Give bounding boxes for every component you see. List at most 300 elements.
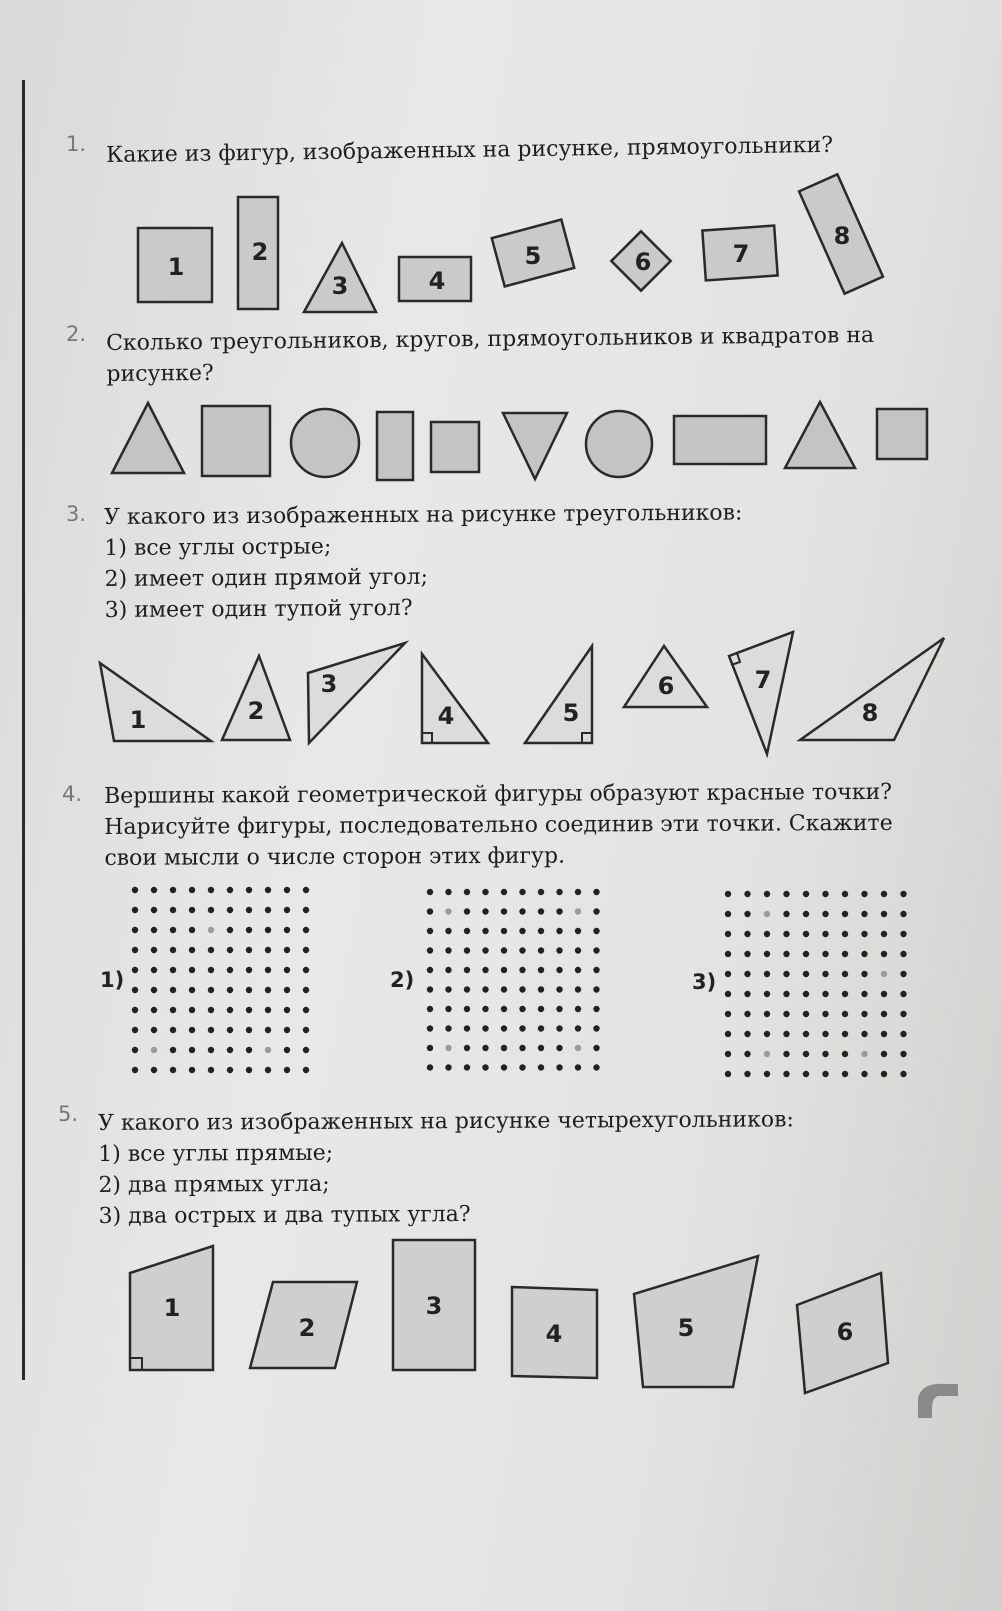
grid-dot xyxy=(900,911,906,917)
grid-dot xyxy=(842,891,848,897)
grid-dot xyxy=(303,1047,309,1053)
grid-dot xyxy=(803,971,809,977)
grid-dot xyxy=(725,891,731,897)
grid-dot xyxy=(881,991,887,997)
q3-label: 5 xyxy=(562,699,580,727)
grid-dot xyxy=(556,928,562,934)
grid-dot xyxy=(482,947,488,953)
grid-dot xyxy=(501,928,507,934)
grid-dot xyxy=(519,947,525,953)
grid-dot xyxy=(464,1064,470,1070)
grid-dot xyxy=(575,1006,581,1012)
grid-dot xyxy=(303,887,309,893)
grid-dot xyxy=(189,887,195,893)
grid-dot xyxy=(803,931,809,937)
grid-dot xyxy=(822,891,828,897)
grid-dot xyxy=(151,1067,157,1073)
grid-dot xyxy=(265,1007,271,1013)
grid-dot xyxy=(900,1071,906,1077)
q3-triangle-5 xyxy=(525,646,592,743)
grid-dot xyxy=(132,1067,138,1073)
grid-dot-marked xyxy=(575,908,581,914)
grid-dot xyxy=(900,1051,906,1057)
grid-dot xyxy=(744,931,750,937)
grid-dot xyxy=(842,991,848,997)
grid-dot xyxy=(744,1031,750,1037)
grid-dot xyxy=(132,887,138,893)
grid-dot xyxy=(482,1064,488,1070)
grid-dot xyxy=(464,947,470,953)
grid-dot xyxy=(227,927,233,933)
grid-dot xyxy=(575,947,581,953)
grid-dot xyxy=(464,889,470,895)
q2-triangle xyxy=(112,403,184,473)
grid-dot xyxy=(822,911,828,917)
grid-dot-marked xyxy=(881,971,887,977)
grid-dot xyxy=(265,987,271,993)
grid-dot xyxy=(246,1007,252,1013)
grid-dot xyxy=(482,967,488,973)
grid-dot xyxy=(265,947,271,953)
grid-dot xyxy=(464,928,470,934)
grid-dot xyxy=(303,927,309,933)
grid-dot xyxy=(764,991,770,997)
dot-grid-3 xyxy=(725,891,907,1077)
grid-dot xyxy=(427,1006,433,1012)
grid-dot xyxy=(170,887,176,893)
q3-number: 3. xyxy=(66,502,87,526)
grid-dot xyxy=(764,971,770,977)
grid-dot xyxy=(284,947,290,953)
grid-dot xyxy=(265,907,271,913)
grid-dot xyxy=(246,947,252,953)
grid-dot xyxy=(151,967,157,973)
q3-triangle-1 xyxy=(100,663,211,741)
grid-dot xyxy=(427,967,433,973)
q2-figures xyxy=(112,402,927,480)
grid-dot xyxy=(265,967,271,973)
grid-dot xyxy=(151,927,157,933)
grid-dot xyxy=(284,1067,290,1073)
grid-dot xyxy=(132,1027,138,1033)
grid-dot xyxy=(501,1064,507,1070)
grid-dot xyxy=(445,928,451,934)
grid-dot xyxy=(464,967,470,973)
grid-dot xyxy=(861,1011,867,1017)
grid-dot xyxy=(445,967,451,973)
grid-dot xyxy=(246,927,252,933)
grid-dot xyxy=(881,1071,887,1077)
grid-dot xyxy=(427,928,433,934)
grid-dot xyxy=(842,1051,848,1057)
grid-dot xyxy=(538,889,544,895)
grid-dot xyxy=(744,1011,750,1017)
grid-dot xyxy=(170,947,176,953)
grid-dot xyxy=(803,1031,809,1037)
grid-dot xyxy=(783,1011,789,1017)
q2-square xyxy=(431,422,479,472)
grid-dot xyxy=(881,911,887,917)
q3-label: 8 xyxy=(861,699,879,727)
grid-dot xyxy=(132,1007,138,1013)
grid-dot xyxy=(501,1025,507,1031)
grid-dot xyxy=(556,967,562,973)
grid-dot xyxy=(725,931,731,937)
grid-dot xyxy=(445,947,451,953)
grid-dot xyxy=(593,967,599,973)
grid-dot xyxy=(861,1071,867,1077)
grid-dot xyxy=(227,887,233,893)
grid-dot xyxy=(501,1045,507,1051)
grid-dot xyxy=(900,931,906,937)
grid-dot xyxy=(538,1045,544,1051)
q1-number: 1. xyxy=(66,132,87,156)
grid-dot xyxy=(744,1071,750,1077)
grid-dot xyxy=(151,947,157,953)
grid-dot xyxy=(189,967,195,973)
grid-dot-marked xyxy=(151,1047,157,1053)
q3-triangle-4 xyxy=(422,654,488,743)
q3-line: 3) имеет один тупой угол? xyxy=(104,595,413,623)
grid-dot xyxy=(519,889,525,895)
grid-dot xyxy=(227,1007,233,1013)
grid-dot xyxy=(764,891,770,897)
grid-dot xyxy=(519,1006,525,1012)
q5-line: 3) два острых и два тупых угла? xyxy=(98,1202,471,1229)
grid-dot xyxy=(900,891,906,897)
grid-dot xyxy=(303,967,309,973)
grid-dot xyxy=(208,967,214,973)
grid-dot xyxy=(842,1071,848,1077)
grid-dot xyxy=(284,887,290,893)
grid-dot xyxy=(284,907,290,913)
grid-dot xyxy=(764,1011,770,1017)
grid-dot xyxy=(861,971,867,977)
grid-dot-marked xyxy=(764,1051,770,1057)
grid-dot xyxy=(519,967,525,973)
grid-dot xyxy=(842,951,848,957)
grid-dot xyxy=(593,1025,599,1031)
grid-dot-marked xyxy=(764,911,770,917)
grid-dot xyxy=(803,911,809,917)
grid-dot xyxy=(538,1064,544,1070)
grid-dot xyxy=(803,1071,809,1077)
grid-dot xyxy=(822,991,828,997)
q1-label: 3 xyxy=(331,272,349,300)
grid-dot xyxy=(725,951,731,957)
grid-dot xyxy=(151,1007,157,1013)
grid-dot xyxy=(151,987,157,993)
grid-dot xyxy=(464,1045,470,1051)
grid-dot xyxy=(208,1007,214,1013)
grid-dot xyxy=(519,986,525,992)
grid-dot xyxy=(303,907,309,913)
grid-dot xyxy=(556,889,562,895)
q3-label: 4 xyxy=(437,702,455,730)
grid-dot xyxy=(303,1027,309,1033)
grid-dot xyxy=(881,1051,887,1057)
grid-dot xyxy=(427,947,433,953)
grid-dot xyxy=(783,891,789,897)
grid-dot xyxy=(284,967,290,973)
grid-dot xyxy=(822,1071,828,1077)
grid-dot xyxy=(538,928,544,934)
grid-dot xyxy=(427,1025,433,1031)
grid-dot xyxy=(881,891,887,897)
grid-label-3: 3) xyxy=(692,970,717,994)
q4-number: 4. xyxy=(62,782,83,806)
grid-dot xyxy=(593,928,599,934)
grid-dot xyxy=(822,951,828,957)
q3-label: 3 xyxy=(320,670,338,698)
grid-dot xyxy=(246,987,252,993)
dot-grid-1 xyxy=(132,887,309,1073)
grid-dot xyxy=(227,987,233,993)
q2-square xyxy=(202,406,270,476)
q1-label: 2 xyxy=(251,238,269,266)
grid-dot xyxy=(556,908,562,914)
q1-label: 7 xyxy=(732,240,750,268)
q2-triangle xyxy=(785,402,855,468)
q4-line: свои мысли о числе сторон этих фигур. xyxy=(104,843,566,871)
grid-dot xyxy=(189,947,195,953)
grid-dot xyxy=(482,986,488,992)
grid-dot xyxy=(725,1031,731,1037)
grid-dot xyxy=(842,971,848,977)
grid-dot xyxy=(132,967,138,973)
grid-dot xyxy=(208,1027,214,1033)
grid-dot xyxy=(881,951,887,957)
grid-dot xyxy=(445,1006,451,1012)
grid-dot xyxy=(427,889,433,895)
grid-dot xyxy=(744,1051,750,1057)
grid-dot xyxy=(783,931,789,937)
q2-line: рисунке? xyxy=(106,360,214,387)
grid-dot xyxy=(284,1047,290,1053)
grid-dot xyxy=(575,986,581,992)
grid-dot xyxy=(170,1027,176,1033)
grid-dot xyxy=(464,1025,470,1031)
grid-dot xyxy=(538,1006,544,1012)
grid-dot xyxy=(482,1025,488,1031)
grid-dot xyxy=(132,907,138,913)
grid-dot xyxy=(445,1064,451,1070)
q2-rectangle xyxy=(377,412,413,480)
grid-dot-marked xyxy=(265,1047,271,1053)
q5-line: 2) два прямых угла; xyxy=(98,1171,330,1198)
grid-dot xyxy=(170,987,176,993)
grid-dot xyxy=(482,908,488,914)
grid-dot xyxy=(303,947,309,953)
grid-dot xyxy=(151,907,157,913)
grid-dot xyxy=(227,1047,233,1053)
grid-dot xyxy=(246,887,252,893)
grid-dot xyxy=(464,908,470,914)
q2-rectangle xyxy=(674,416,766,464)
grid-dot xyxy=(189,1067,195,1073)
grid-dot xyxy=(822,971,828,977)
q3-label: 7 xyxy=(754,666,772,694)
grid-dot xyxy=(464,986,470,992)
grid-dot xyxy=(208,907,214,913)
grid-dot xyxy=(170,967,176,973)
q5-quad-5 xyxy=(634,1256,758,1387)
q1-figures xyxy=(138,174,883,312)
q4-line: Нарисуйте фигуры, последовательно соединив эти точки. Скажите xyxy=(104,810,893,840)
q1-label: 4 xyxy=(428,267,446,295)
grid-dot xyxy=(284,1027,290,1033)
grid-dot xyxy=(556,1045,562,1051)
grid-dot xyxy=(519,1025,525,1031)
grid-dot xyxy=(900,1011,906,1017)
grid-dot xyxy=(427,986,433,992)
grid-dot xyxy=(593,1045,599,1051)
grid-dot xyxy=(744,951,750,957)
grid-dot-marked xyxy=(861,1051,867,1057)
grid-dot xyxy=(556,986,562,992)
grid-dot xyxy=(445,986,451,992)
grid-dot xyxy=(482,889,488,895)
grid-dot xyxy=(783,1031,789,1037)
grid-dot-marked xyxy=(445,1045,451,1051)
grid-dot xyxy=(803,991,809,997)
grid-dot xyxy=(189,987,195,993)
grid-label-1: 1) xyxy=(100,968,125,992)
q1-label: 8 xyxy=(833,222,851,250)
q3-line: 1) все углы острые; xyxy=(104,534,332,561)
grid-dot xyxy=(538,947,544,953)
grid-dot xyxy=(575,889,581,895)
q3-line: 2) имеет один прямой угол; xyxy=(104,564,429,592)
q2-square xyxy=(877,409,927,459)
grid-dot xyxy=(575,1064,581,1070)
grid-dot xyxy=(538,986,544,992)
q1-label: 1 xyxy=(167,253,185,281)
grid-dot xyxy=(208,887,214,893)
grid-dot xyxy=(208,1067,214,1073)
q2-triangle xyxy=(503,413,567,479)
grid-dot-marked xyxy=(445,908,451,914)
grid-dot xyxy=(593,1006,599,1012)
grid-dot xyxy=(783,1051,789,1057)
q3-line: У какого из изображенных на рисунке треугольников: xyxy=(104,500,743,530)
grid-dot xyxy=(265,1067,271,1073)
grid-dot xyxy=(189,1047,195,1053)
grid-dot xyxy=(900,1031,906,1037)
grid-dot xyxy=(538,1025,544,1031)
q3-label: 1 xyxy=(129,706,147,734)
grid-dot xyxy=(803,1011,809,1017)
grid-dot xyxy=(575,1025,581,1031)
grid-dot xyxy=(861,991,867,997)
grid-dot xyxy=(861,891,867,897)
grid-dot xyxy=(803,951,809,957)
grid-dot xyxy=(593,889,599,895)
grid-dot xyxy=(783,971,789,977)
grid-dot xyxy=(246,1027,252,1033)
grid-dot xyxy=(861,911,867,917)
grid-dot xyxy=(822,931,828,937)
grid-dot xyxy=(501,1006,507,1012)
grid-dot xyxy=(725,1071,731,1077)
grid-dot xyxy=(593,908,599,914)
grid-dot xyxy=(265,887,271,893)
grid-dot xyxy=(501,986,507,992)
grid-dot xyxy=(764,1071,770,1077)
grid-dot xyxy=(593,986,599,992)
grid-dot xyxy=(725,911,731,917)
grid-label-2: 2) xyxy=(390,968,415,992)
grid-dot xyxy=(132,987,138,993)
grid-dot xyxy=(783,951,789,957)
q5-line: 1) все углы прямые; xyxy=(98,1140,334,1167)
grid-dot xyxy=(189,1007,195,1013)
q3-label: 2 xyxy=(247,697,265,725)
grid-dot xyxy=(822,1031,828,1037)
grid-dot xyxy=(593,1064,599,1070)
grid-dot xyxy=(227,967,233,973)
grid-dot xyxy=(744,971,750,977)
q2-line: Сколько треугольников, кругов, прямоугольников и квадратов на xyxy=(106,322,875,356)
q2-number: 2. xyxy=(66,322,87,346)
grid-dot xyxy=(725,1011,731,1017)
grid-dot xyxy=(464,1006,470,1012)
grid-dot xyxy=(189,1027,195,1033)
q5-label: 1 xyxy=(163,1294,181,1322)
grid-dot xyxy=(151,1027,157,1033)
grid-dot xyxy=(284,927,290,933)
grid-dot xyxy=(427,908,433,914)
q3-label: 6 xyxy=(657,672,675,700)
grid-dot xyxy=(170,1067,176,1073)
q5-label: 5 xyxy=(677,1314,695,1342)
grid-dot xyxy=(519,1064,525,1070)
grid-dot xyxy=(881,931,887,937)
grid-dot xyxy=(861,1031,867,1037)
grid-dot xyxy=(189,927,195,933)
grid-dot xyxy=(764,951,770,957)
q2-circle xyxy=(291,409,359,477)
grid-dot-marked xyxy=(208,927,214,933)
grid-dot xyxy=(151,887,157,893)
grid-dot xyxy=(303,1007,309,1013)
grid-dot xyxy=(744,891,750,897)
grid-dot xyxy=(445,1025,451,1031)
grid-dot xyxy=(783,1071,789,1077)
grid-dot xyxy=(725,1051,731,1057)
grid-dot xyxy=(842,911,848,917)
grid-dot xyxy=(132,947,138,953)
q5-label: 2 xyxy=(298,1314,316,1342)
grid-dot xyxy=(803,1051,809,1057)
q1-label: 5 xyxy=(524,242,542,270)
grid-dot xyxy=(593,947,599,953)
q5-figures xyxy=(130,1240,888,1393)
grid-dot-marked xyxy=(575,1045,581,1051)
grid-dot xyxy=(881,1011,887,1017)
grid-dot xyxy=(900,971,906,977)
grid-dot xyxy=(725,991,731,997)
grid-dot xyxy=(803,891,809,897)
grid-dot xyxy=(501,908,507,914)
grid-dot xyxy=(208,987,214,993)
grid-dot xyxy=(189,907,195,913)
grid-dot xyxy=(783,991,789,997)
grid-dot xyxy=(861,931,867,937)
grid-dot xyxy=(284,987,290,993)
grid-dot xyxy=(227,1067,233,1073)
corner-logo-mark xyxy=(918,1384,958,1418)
